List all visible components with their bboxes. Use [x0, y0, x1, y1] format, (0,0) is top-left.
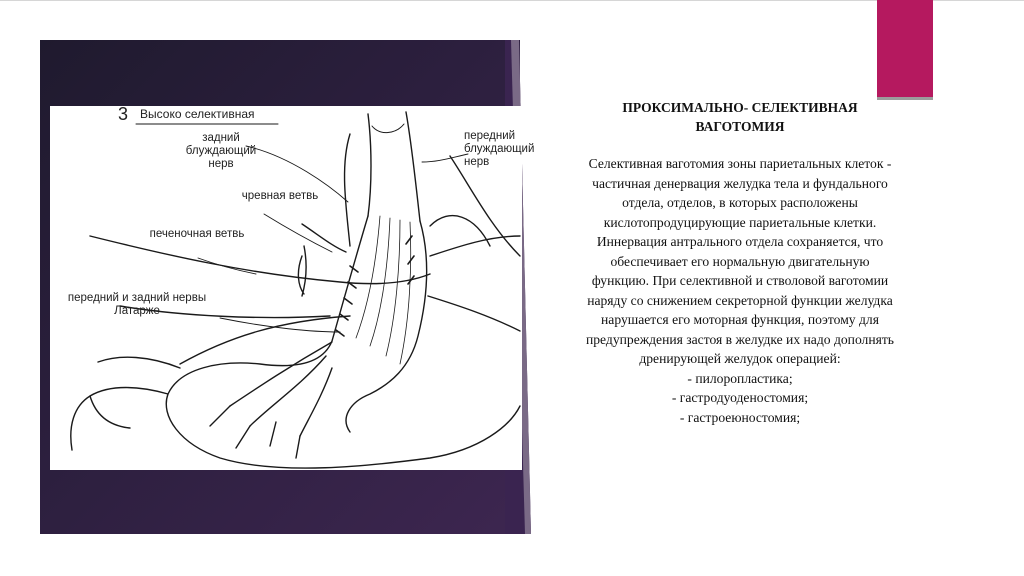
figure-number: 3 [118, 104, 129, 124]
list-item: - гастроеюностомия; [679, 409, 801, 425]
label-hepatic-branch: печеночная ветвь [149, 228, 245, 240]
vagotomy-diagram [50, 104, 535, 470]
slide-body: Селективная ваготомия зоны париетальных клеток - частичная денервация желудка тела и фундального отдела, отделов, в которых расположены кислотопродуцирующие париетальные клетки. Иннервация антрального отдела сохраняется, что обеспечивает его нормальную двигательную функцию. При селективной и стволовой ваготомии наряду со снижением секреторной функции желудка нарушается его моторная функция, поэтому для предупреждения застоя в желудке их надо дополнять дренирующей желудок операцией: [585, 156, 895, 366]
accent-bar [877, 0, 933, 97]
anatomy-drawing [50, 106, 522, 470]
list-item: - пилоропластика; [687, 370, 793, 386]
list-item: - гастродуоденостомия; [671, 390, 809, 405]
label-latarjet-nerves: передний и задний нервы Латарже [67, 292, 207, 317]
label-anterior-vagus: передний блуждающий нерв [464, 130, 535, 168]
figure-caption: Высоко селективная [140, 107, 255, 121]
slide-text [584, 98, 896, 427]
label-celiac-branch: чревная ветвь [241, 190, 319, 202]
top-rule [0, 0, 1024, 1]
label-posterior-vagus: задний блуждающий нерв [185, 132, 257, 170]
slide-title: ПРОКСИМАЛЬНО- СЕЛЕКТИВНАЯ ВАГОТОМИЯ [622, 100, 858, 134]
